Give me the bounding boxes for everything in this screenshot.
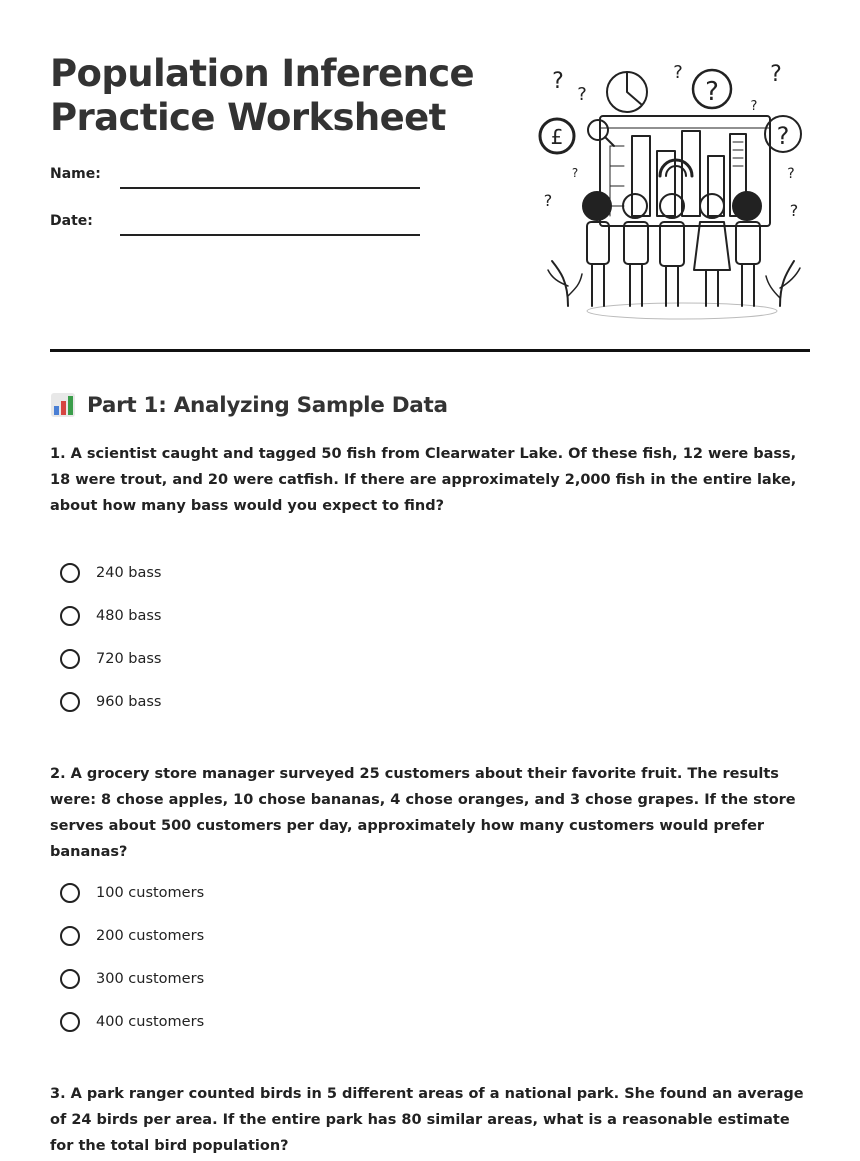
q1-option-d[interactable] — [60, 689, 161, 715]
name-field[interactable] — [120, 187, 420, 189]
question-3-text: 3. A park ranger counted birds in 5 different areas of a national park. She found an average of 24 birds per area. If the entire park has 80 similar areas, what is a reasonable estimate for the total bird population? — [50, 1086, 804, 1154]
students-looking-at-charts-illustration — [532, 56, 810, 324]
svg-text:?: ? — [705, 77, 719, 107]
svg-text:?: ? — [571, 166, 579, 180]
q1-option-b[interactable] — [60, 603, 161, 629]
radio-circle-icon[interactable] — [60, 969, 80, 989]
q1-option-c[interactable] — [60, 646, 161, 672]
option-label: 240 bass — [96, 565, 162, 581]
svg-text:?: ? — [770, 62, 782, 87]
radio-circle-icon[interactable] — [60, 563, 80, 583]
q2-option-a[interactable] — [60, 880, 204, 906]
q1-option-a[interactable] — [60, 560, 161, 586]
option-label: 400 customers — [96, 1014, 205, 1030]
question-2-text: 2. A grocery store manager surveyed 25 customers about their favorite fruit. The results were: 8 chose apples, 10 chose bananas, 4 chose oranges, and 3 chose grapes. If the store serves about 500 customers per day, approximately how many customers would prefer bananas? — [50, 766, 796, 860]
question-1-text: 1. A scientist caught and tagged 50 fish from Clearwater Lake. Of these fish, 12 were bass, 18 were trout, and 20 were catfish. If there are approximately 2,000 fish in the entire lake, about how many bass would you expect to find? — [50, 446, 797, 514]
part-1-heading — [50, 389, 448, 421]
radio-circle-icon[interactable] — [60, 926, 80, 946]
title-line-1: Population Inference — [50, 52, 475, 95]
svg-text:?: ? — [787, 166, 795, 182]
bar-chart-icon — [50, 392, 76, 418]
radio-circle-icon[interactable] — [60, 1012, 80, 1032]
title-line-2: Practice Worksheet — [50, 96, 446, 139]
date-field[interactable] — [120, 234, 420, 236]
name-label: Name: — [50, 166, 101, 182]
option-label: 100 customers — [96, 885, 205, 901]
q2-option-c[interactable] — [60, 966, 204, 992]
option-label: 480 bass — [96, 608, 162, 624]
part-1-title: Part 1: Analyzing Sample Data — [87, 392, 448, 418]
option-label: 200 customers — [96, 928, 205, 944]
svg-text:?: ? — [776, 122, 790, 150]
worksheet-title — [50, 52, 490, 140]
q2-option-d[interactable] — [60, 1009, 204, 1035]
radio-circle-icon[interactable] — [60, 883, 80, 903]
radio-circle-icon[interactable] — [60, 692, 80, 712]
svg-text:?: ? — [750, 99, 758, 114]
date-label: Date: — [50, 213, 93, 229]
q2-option-b[interactable] — [60, 923, 204, 949]
svg-text:?: ? — [789, 201, 799, 220]
svg-text:?: ? — [543, 191, 553, 210]
svg-text:?: ? — [577, 84, 587, 105]
option-label: 300 customers — [96, 971, 205, 987]
svg-text:£: £ — [550, 125, 564, 149]
radio-circle-icon[interactable] — [60, 606, 80, 626]
header-divider — [50, 349, 810, 352]
option-label: 720 bass — [96, 651, 162, 667]
svg-text:?: ? — [673, 62, 683, 83]
option-label: 960 bass — [96, 694, 162, 710]
radio-circle-icon[interactable] — [60, 649, 80, 669]
svg-text:?: ? — [552, 69, 564, 94]
